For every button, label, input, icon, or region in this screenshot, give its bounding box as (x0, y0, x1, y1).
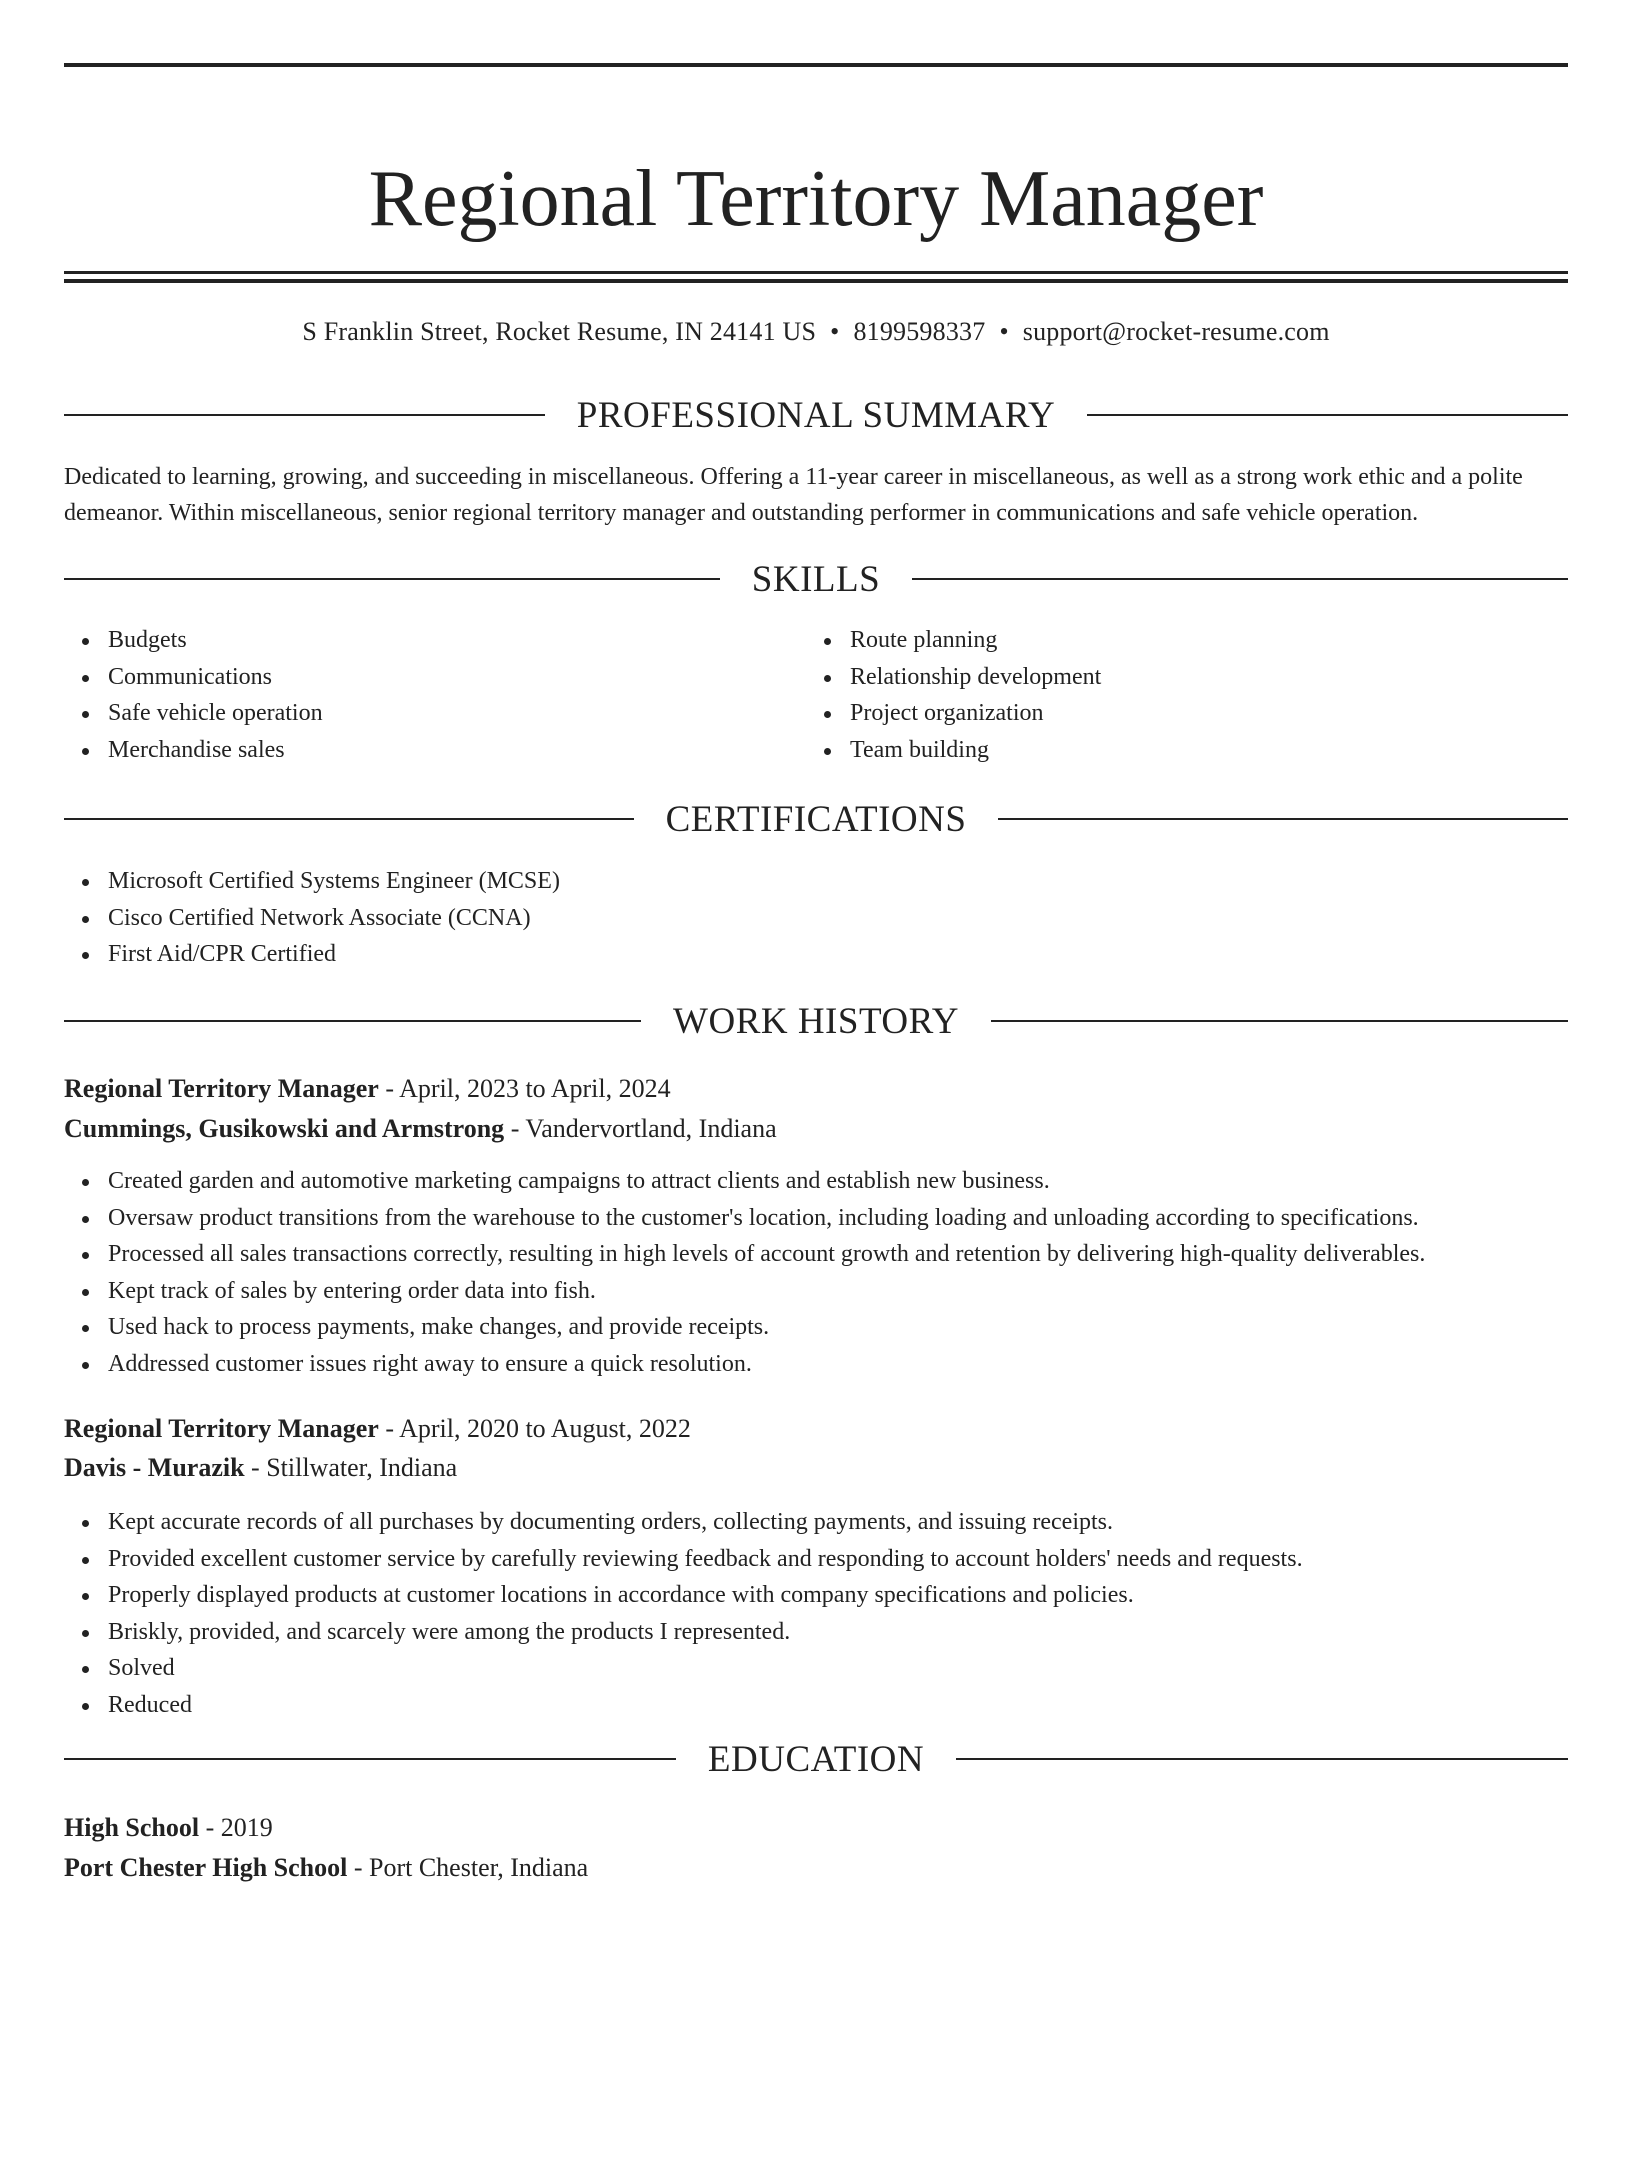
section-heading-education (64, 1737, 1568, 1781)
job-location: - Vandervortland, Indiana (504, 1114, 777, 1143)
title-double-rule (64, 271, 1568, 283)
top-rule (64, 63, 1568, 67)
section-title: CERTIFICATIONS (665, 798, 967, 840)
skills-list-right (806, 622, 1550, 768)
heading-rule (64, 1020, 641, 1022)
list-item: Team building (850, 732, 1550, 769)
job-company: Davis - Murazik (64, 1453, 245, 1482)
job-company-line (64, 1451, 1568, 1485)
job-company-line (64, 1112, 1568, 1146)
job-bullets (64, 1504, 1568, 1723)
job-title-line (64, 1072, 1568, 1106)
list-item: Kept track of sales by entering order data into fish. (108, 1273, 1568, 1310)
job-company: Cummings, Gusikowski and Armstrong (64, 1114, 505, 1143)
contact-address: S Franklin Street, Rocket Resume, IN 24141 US (302, 317, 817, 346)
heading-rule (64, 414, 545, 416)
list-item: Kept accurate records of all purchases by documenting orders, collecting payments, and issuing receipts. (108, 1504, 1568, 1541)
education-location: - Port Chester, Indiana (347, 1853, 589, 1882)
resume-title: Regional Territory Manager (368, 155, 1264, 243)
list-item: First Aid/CPR Certified (108, 936, 1548, 973)
list-item: Briskly, provided, and scarcely were among the products I represented. (108, 1614, 1568, 1651)
job-bullets (64, 1163, 1568, 1382)
heading-rule (956, 1758, 1568, 1760)
list-item: Route planning (850, 622, 1550, 659)
section-title: SKILLS (751, 558, 881, 600)
summary-text: Dedicated to learning, growing, and succeeding in miscellaneous. Offering a 11-year career in miscellaneous, as well as a strong work ethic and a polite demeanor. Within miscellaneous, senior regional territory manager and outstanding performer in communications and safe vehicle operation. (64, 464, 1523, 526)
education-school-line (64, 1851, 1568, 1885)
education-degree: High School (64, 1813, 200, 1842)
heading-rule (912, 578, 1568, 580)
contact-phone: 8199598337 (853, 317, 986, 346)
list-item: Cisco Certified Network Associate (CCNA) (108, 900, 1548, 937)
heading-rule (64, 578, 720, 580)
section-title: EDUCATION (707, 1738, 925, 1780)
list-item: Provided excellent customer service by carefully reviewing feedback and responding to account holders' needs and requests. (108, 1541, 1568, 1578)
list-item: Microsoft Certified Systems Engineer (MCSE) (108, 863, 1548, 900)
education-degree-line (64, 1811, 1568, 1845)
list-item: Merchandise sales (108, 732, 798, 769)
list-item: Solved (108, 1650, 1568, 1687)
list-item: Used hack to process payments, make changes, and provide receipts. (108, 1309, 1568, 1346)
resume-page (0, 63, 1632, 2175)
section-heading-skills (64, 557, 1568, 601)
job-location: - Stillwater, Indiana (244, 1453, 458, 1482)
list-item: Created garden and automotive marketing campaigns to attract clients and establish new business. (108, 1163, 1568, 1200)
heading-rule (64, 818, 634, 820)
heading-rule (64, 1758, 676, 1760)
contact-separator: • (999, 317, 1009, 346)
section-title: WORK HISTORY (673, 1000, 959, 1042)
list-item: Properly displayed products at customer locations in accordance with company specifications and policies. (108, 1577, 1568, 1614)
section-heading-certifications (64, 797, 1568, 841)
job-dates: - April, 2020 to August, 2022 (378, 1414, 691, 1443)
heading-rule (998, 818, 1568, 820)
education-school: Port Chester High School (64, 1853, 348, 1882)
section-heading-work-history (64, 999, 1568, 1043)
list-item: Project organization (850, 695, 1550, 732)
skills-list-left (64, 622, 798, 768)
list-item: Addressed customer issues right away to ensure a quick resolution. (108, 1346, 1568, 1383)
section-title: PROFESSIONAL SUMMARY (576, 394, 1056, 436)
job-dates: - April, 2023 to April, 2024 (378, 1074, 671, 1103)
section-heading-summary (64, 393, 1568, 437)
list-item: Budgets (108, 622, 798, 659)
contact-line (64, 315, 1568, 349)
job-role: Regional Territory Manager (64, 1074, 379, 1103)
heading-rule (1087, 414, 1568, 416)
education-year: - 2019 (199, 1813, 273, 1842)
list-item: Relationship development (850, 659, 1550, 696)
list-item: Safe vehicle operation (108, 695, 798, 732)
list-item: Communications (108, 659, 798, 696)
job-title-line (64, 1412, 1568, 1446)
contact-separator: • (830, 317, 840, 346)
heading-rule (991, 1020, 1568, 1022)
list-item: Reduced (108, 1687, 1568, 1724)
list-item: Oversaw product transitions from the warehouse to the customer's location, including loading and unloading according to specifications. (108, 1200, 1568, 1237)
list-item: Processed all sales transactions correctly, resulting in high levels of account growth and retention by delivering high-quality deliverables. (108, 1236, 1568, 1273)
job-role: Regional Territory Manager (64, 1414, 379, 1443)
contact-email: support@rocket-resume.com (1022, 317, 1330, 346)
certifications-list (64, 863, 1548, 973)
